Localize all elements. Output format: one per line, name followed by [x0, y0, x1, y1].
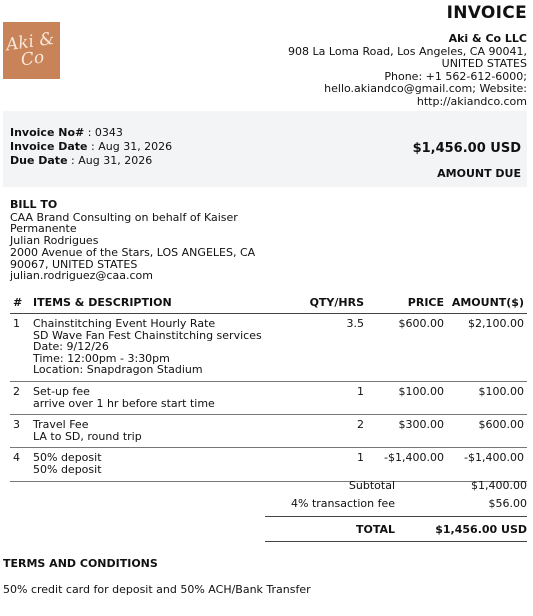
fee-row — [265, 494, 527, 512]
row-desc: arrive over 1 hr before start time — [33, 396, 215, 410]
row-title: Travel Fee — [33, 418, 89, 432]
bill-to-address: 2000 Avenue of the Stars, LOS ANGELES, CA 90067, UNITED STATES — [10, 245, 256, 271]
invoice-number-label: Invoice No# — [10, 126, 85, 139]
row-price: $300.00 — [367, 415, 447, 448]
row-price: -$1,400.00 — [367, 448, 447, 481]
total-row — [265, 516, 527, 542]
bill-to-contact: Julian Rodrigues — [10, 234, 99, 248]
invoice-number: : 0343 — [84, 126, 123, 139]
row-desc: Location: Snapdragon Stadium — [33, 363, 203, 377]
document-title: INVOICE — [446, 3, 527, 23]
total-due-amount: $1,456.00 USD — [412, 141, 521, 156]
subtotal-label: Subtotal — [348, 478, 395, 492]
total-label: TOTAL — [355, 522, 395, 536]
row-amount: $100.00 — [447, 381, 527, 414]
items-table — [10, 294, 527, 482]
row-item — [30, 381, 307, 414]
bill-to — [10, 199, 260, 282]
fee-label: 4% transaction fee — [291, 496, 395, 510]
row-amount: $2,100.00 — [447, 314, 527, 382]
row-item — [30, 314, 307, 382]
terms-text: 50% credit card for deposit and 50% ACH/Bank Transfer — [3, 583, 311, 596]
bill-to-company: CAA Brand Consulting on behalf of Kaiser Permanente — [10, 210, 238, 236]
items-header-row — [10, 294, 527, 314]
row-desc: LA to SD, round trip — [33, 429, 142, 443]
company-address: 908 La Loma Road, Los Angeles, CA 90041, UNITED STATES — [288, 44, 527, 70]
row-amount: -$1,400.00 — [447, 448, 527, 481]
company-name: Aki & Co LLC — [448, 32, 527, 45]
terms-heading: TERMS AND CONDITIONS — [3, 557, 158, 570]
row-num: 2 — [10, 381, 30, 414]
row-title: Chainstitching Event Hourly Rate — [33, 317, 216, 330]
company-info — [247, 33, 527, 108]
col-item-header: ITEMS & DESCRIPTION — [30, 294, 307, 314]
company-phone: Phone: +1 562-612-6000; — [384, 69, 527, 83]
invoice-date: : Aug 31, 2026 — [87, 140, 173, 153]
col-num-header: # — [10, 294, 30, 314]
totals-block — [265, 476, 527, 542]
table-row — [10, 415, 527, 448]
row-qty: 1 — [307, 448, 367, 481]
invoice-summary — [3, 111, 527, 187]
row-item — [30, 415, 307, 448]
row-title: Set-up fee — [33, 384, 90, 398]
table-row — [10, 381, 527, 414]
row-desc: Date: 9/12/26 — [33, 340, 109, 354]
invoice-number-row — [10, 126, 172, 140]
due-date-row — [10, 154, 172, 168]
row-num: 1 — [10, 314, 30, 382]
row-num: 3 — [10, 415, 30, 448]
row-price: $100.00 — [367, 381, 447, 414]
row-qty: 1 — [307, 381, 367, 414]
due-date-label: Due Date — [10, 154, 68, 167]
amount-due-label: AMOUNT DUE — [437, 167, 521, 180]
col-price-header: PRICE — [367, 294, 447, 314]
bill-to-heading: BILL TO — [10, 198, 58, 211]
due-date: : Aug 31, 2026 — [67, 154, 153, 167]
logo-text: Aki & Co — [4, 28, 56, 70]
row-qty: 3.5 — [307, 314, 367, 382]
row-desc: Time: 12:00pm - 3:30pm — [33, 351, 170, 365]
company-logo — [3, 22, 60, 79]
row-title: 50% deposit — [33, 451, 102, 465]
row-desc: 50% deposit — [33, 462, 102, 476]
col-amount-header: AMOUNT($) — [447, 294, 527, 314]
total-value: $1,456.00 USD — [435, 522, 527, 536]
bill-to-email: julian.rodriguez@caa.com — [10, 269, 153, 283]
row-amount: $600.00 — [447, 415, 527, 448]
table-row — [10, 314, 527, 382]
fee-value: $56.00 — [488, 496, 527, 510]
subtotal-row — [265, 476, 527, 494]
col-qty-header: QTY/HRS — [307, 294, 367, 314]
row-num: 4 — [10, 448, 30, 481]
row-price: $600.00 — [367, 314, 447, 382]
invoice-date-label: Invoice Date — [10, 140, 88, 153]
invoice-date-row — [10, 140, 172, 154]
row-desc: SD Wave Fan Fest Chainstitching services — [33, 328, 262, 342]
invoice-meta — [10, 126, 172, 168]
row-qty: 2 — [307, 415, 367, 448]
subtotal-value: $1,400.00 — [471, 478, 527, 492]
company-email-website: hello.akiandco@gmail.com; Website: http://akiandco.com — [324, 82, 527, 108]
